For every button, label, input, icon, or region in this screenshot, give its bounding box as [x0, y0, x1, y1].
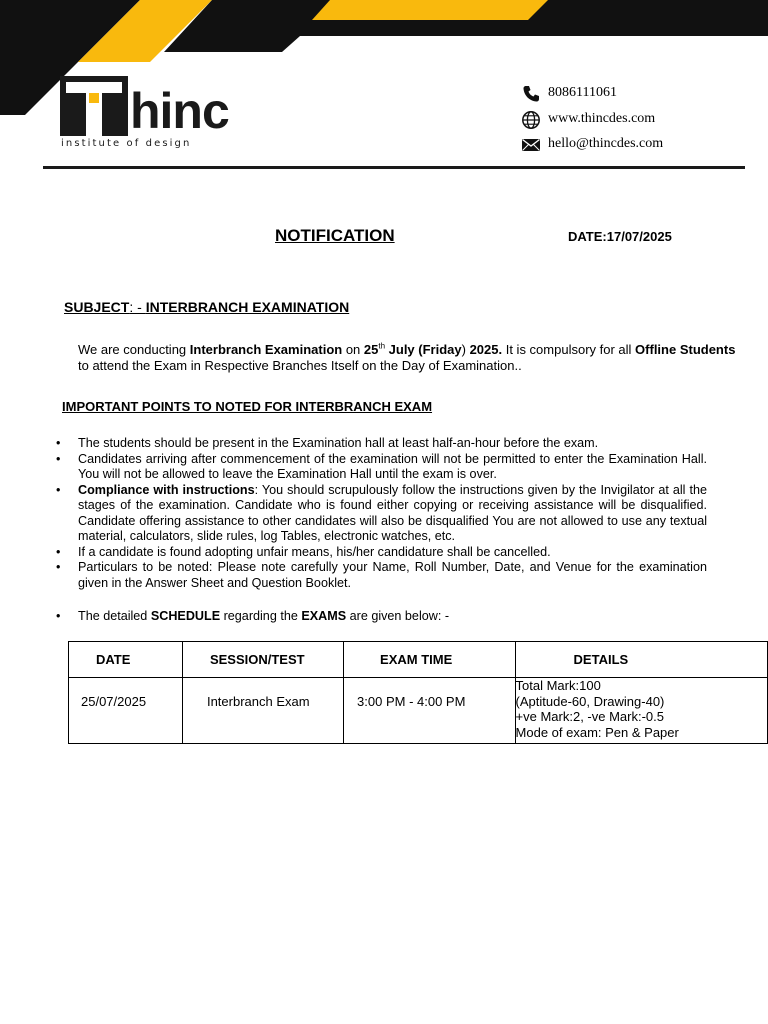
details-breakdown: (Aptitude-60, Drawing-40): [515, 693, 665, 709]
list-item: [56, 545, 707, 561]
cell-session: [182, 678, 343, 744]
important-points-list: [56, 436, 707, 591]
column-header-time: EXAM TIME: [344, 642, 515, 678]
notification-date: DATE:17/07/2025: [568, 229, 672, 244]
point-bold: Compliance with instructions: [78, 482, 255, 497]
intro-exam-name: Interbranch Examination: [189, 342, 343, 357]
schedule-text: The detailed: [78, 609, 151, 623]
contact-phone[interactable]: [521, 84, 741, 104]
list-item: [56, 560, 707, 591]
page-title: NOTIFICATION: [275, 226, 395, 245]
list-item: [56, 436, 707, 452]
cell-date-text: 25/07/2025: [81, 694, 147, 709]
details-total-mark: Total Mark:100: [515, 678, 601, 693]
point-text: Particulars to be noted: Please note carefully your Name, Roll Number, Date, and Venue for the examination given in the Answer Sheet and Question Booklet.: [78, 560, 707, 590]
point-text: If a candidate is found adopting unfair means, his/her candidature shall be cancelled.: [78, 544, 551, 559]
intro-date-suffix: th: [378, 341, 386, 351]
contact-phone-text: 8086111061: [548, 85, 617, 100]
column-header-date: DATE: [69, 642, 183, 678]
logo-t-mark: [60, 76, 130, 138]
cell-details: [515, 678, 767, 744]
logo-wordmark: hinc: [130, 83, 229, 139]
subject-label: SUBJECT: [64, 299, 130, 315]
decor-yellow-stripe-top: [312, 0, 548, 20]
phone-icon: [521, 84, 541, 104]
contact-website[interactable]: [521, 110, 741, 130]
point-text: : You should scrupulously follow the instructions given by the Invigilator at all the stages of the examination. Candidate who is found either copying or receiving assistance will be disqualified. Candidate offering assistance to other candidates will also be disqualified You are not allowed to use any textual material, calculators, slide rules, log Tables, electronic watches, etc.: [78, 482, 707, 543]
details-lines: [516, 678, 767, 740]
schedule-text: regarding the: [220, 609, 302, 623]
cell-time-text: 3:00 PM - 4:00 PM: [357, 694, 466, 709]
intro-text: on: [342, 342, 364, 357]
header-divider: [43, 166, 745, 169]
contact-website-text: www.thincdes.com: [548, 111, 656, 126]
intro-text: ): [461, 342, 470, 357]
list-item: [56, 452, 707, 483]
table-header-row: [69, 642, 768, 678]
intro-text: to attend the Exam in Respective Branches Itself on the Day of Examination..: [78, 358, 522, 373]
subject-separator: : -: [129, 299, 146, 315]
schedule-bold: SCHEDULE: [150, 609, 221, 623]
point-text: The students should be present in the Examination hall at least half-an-hour before the exam.: [78, 436, 599, 450]
globe-icon: [521, 110, 541, 130]
mail-icon: [521, 135, 541, 155]
subject-line: [64, 299, 349, 315]
intro-paragraph: [78, 342, 738, 374]
list-item: [56, 483, 707, 545]
intro-year: 2025.: [469, 342, 503, 357]
brand-logo: [60, 76, 229, 154]
schedule-intro: [56, 609, 449, 623]
logo-tagline: institute of design: [61, 138, 192, 149]
intro-text: It is compulsory for all: [502, 342, 636, 357]
contact-email[interactable]: [521, 135, 741, 155]
details-mode: Mode of exam: Pen & Paper: [515, 724, 679, 740]
cell-session-text: Interbranch Exam: [206, 694, 310, 709]
cell-date: [69, 678, 183, 744]
intro-date-day: 25: [363, 342, 379, 357]
contact-email-text: hello@thincdes.com: [548, 136, 664, 151]
subject-text: INTERBRANCH EXAMINATION: [145, 299, 350, 315]
cell-time: [344, 678, 515, 744]
point-text: Candidates arriving after commencement of the examination will not be permitted to enter the Examination Hall. You will not be allowed to leave the Examination Hall until the exam is over.: [78, 451, 707, 481]
intro-audience: Offline Students: [635, 342, 736, 357]
table-row: [69, 678, 768, 744]
column-header-session: SESSION/TEST: [182, 642, 343, 678]
details-marking: +ve Mark:2, -ve Mark:-0.5: [515, 709, 664, 724]
intro-date-month: July (Friday: [385, 342, 462, 357]
schedule-bold: EXAMS: [301, 609, 347, 623]
important-points-heading: IMPORTANT POINTS TO NOTED FOR INTERBRANCH EXAM: [62, 399, 433, 414]
column-header-details: DETAILS: [515, 642, 767, 678]
schedule-text: are given below: -: [346, 609, 450, 623]
intro-text: We are conducting: [78, 342, 190, 357]
schedule-table: [68, 641, 768, 744]
